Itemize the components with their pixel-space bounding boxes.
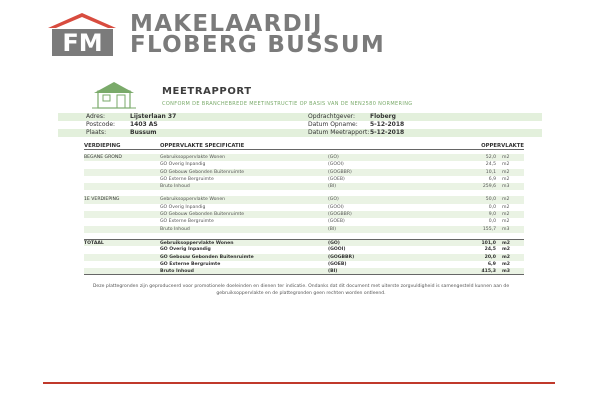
info-row bbox=[58, 129, 542, 137]
header-oppervlakte: OPPERVLAKTE bbox=[481, 143, 524, 149]
table-row bbox=[84, 196, 524, 203]
unit-cell: m2 bbox=[502, 155, 510, 160]
disclaimer-text: Deze plattegronden zijn geproduceerd voor promotionele doeleinden en dienen ter indicatie. Ondanks dat dit document met uiterste zorgvuldigheid is samengesteld kunnen aan de gebruiksoppervlakte en de plattegronden geen rechten worden ontleend. bbox=[92, 284, 510, 296]
brand-line-1: MAKELAARDIJ bbox=[130, 11, 323, 37]
postcode-value: 1403 AS bbox=[130, 121, 158, 128]
value-cell: 9,0 bbox=[488, 212, 496, 218]
spec-cell: Bruto Inhoud bbox=[160, 184, 190, 190]
total-row bbox=[84, 239, 524, 246]
address-label: Adres: bbox=[86, 113, 105, 120]
info-row bbox=[58, 113, 542, 121]
report-date-label: Datum Meetrapport: bbox=[308, 129, 370, 136]
footer-divider bbox=[43, 382, 555, 384]
brand-line-2: FLOBERG BUSSUM bbox=[130, 32, 386, 58]
table-row bbox=[84, 226, 524, 233]
header-specificatie: OPPERVLAKTE SPECIFICATIE bbox=[160, 143, 245, 149]
code-cell: (GOOI) bbox=[328, 162, 344, 168]
floor-label: BEGANE GROND bbox=[84, 155, 122, 160]
total-row bbox=[84, 268, 524, 275]
value-cell: 6,9 bbox=[488, 176, 496, 182]
code-cell: (GOOI) bbox=[328, 247, 346, 253]
total-label: TOTAAL bbox=[84, 240, 104, 246]
unit-cell: m2 bbox=[502, 240, 510, 246]
unit-cell: m2 bbox=[502, 261, 510, 267]
value-cell: 10,1 bbox=[485, 169, 496, 175]
survey-date-label: Datum Opname: bbox=[308, 121, 358, 128]
code-cell: (GOEB) bbox=[328, 176, 345, 182]
table-row bbox=[84, 204, 524, 211]
spec-cell: GO Externe Bergruimte bbox=[160, 261, 221, 267]
code-cell: (GOEB) bbox=[328, 219, 345, 225]
measurement-table bbox=[84, 142, 524, 275]
brand-name bbox=[130, 11, 530, 58]
table-row bbox=[84, 169, 524, 176]
code-cell: (GO) bbox=[328, 240, 340, 246]
table-row bbox=[84, 211, 524, 218]
unit-cell: m2 bbox=[502, 162, 510, 168]
spec-cell: GO Gebouw Gebonden Buitenruimte bbox=[160, 254, 254, 260]
table-row bbox=[84, 161, 524, 168]
unit-cell: m2 bbox=[502, 247, 510, 253]
unit-cell: m2 bbox=[502, 219, 510, 225]
code-cell: (BI) bbox=[328, 269, 338, 275]
value-cell: 259,6 bbox=[482, 184, 496, 190]
spec-cell: Gebruiksoppervlakte Wonen bbox=[160, 155, 226, 160]
spec-cell: GO Overig Inpandig bbox=[160, 204, 206, 210]
code-cell: (GO) bbox=[328, 197, 339, 203]
table-row bbox=[84, 183, 524, 190]
value-cell: 24,5 bbox=[484, 247, 496, 253]
spec-cell: GO Gebouw Gebonden Buitenruimte bbox=[160, 169, 245, 175]
spec-cell: GO Gebouw Gebonden Buitenruimte bbox=[160, 212, 245, 218]
code-cell: (BI) bbox=[328, 226, 337, 232]
total-row bbox=[84, 246, 524, 253]
info-row bbox=[58, 121, 542, 129]
report-subtitle: CONFORM DE BRANCHEBREDE MEETINSTRUCTIE OP BASIS VAN DE NEN2580 NORMERING bbox=[162, 101, 413, 107]
table-row bbox=[84, 176, 524, 183]
unit-cell: m2 bbox=[502, 197, 510, 203]
unit-cell: m2 bbox=[502, 176, 510, 182]
value-cell: 52,0 bbox=[485, 155, 496, 160]
unit-cell: m2 bbox=[502, 254, 510, 260]
table-row bbox=[84, 154, 524, 161]
unit-cell: m3 bbox=[502, 269, 510, 275]
total-row bbox=[84, 254, 524, 261]
value-cell: 0,0 bbox=[488, 204, 496, 210]
unit-cell: m2 bbox=[502, 169, 510, 175]
floor-label: 1E VERDIEPING bbox=[84, 197, 120, 203]
report-date-value: 5-12-2018 bbox=[370, 129, 405, 136]
unit-cell: m3 bbox=[502, 226, 510, 232]
house-icon bbox=[90, 81, 138, 109]
code-cell: (GOGBBR) bbox=[328, 212, 352, 218]
spec-cell: GO Overig Inpandig bbox=[160, 162, 206, 168]
table-header bbox=[84, 142, 524, 150]
spec-cell: GO Overig Inpandig bbox=[160, 247, 211, 253]
header-verdieping: VERDIEPING bbox=[84, 143, 121, 149]
code-cell: (GOGBBR) bbox=[328, 169, 352, 175]
code-cell: (GOEB) bbox=[328, 261, 347, 267]
value-cell: 20,0 bbox=[484, 254, 496, 260]
client-value: Floberg bbox=[370, 113, 396, 120]
postcode-label: Postcode: bbox=[86, 121, 116, 128]
unit-cell: m2 bbox=[502, 204, 510, 210]
address-value: Lijsterlaan 37 bbox=[130, 113, 177, 120]
spec-cell: Bruto Inhoud bbox=[160, 226, 190, 232]
code-cell: (GOOI) bbox=[328, 204, 344, 210]
table-row bbox=[84, 218, 524, 225]
value-cell: 6,9 bbox=[487, 261, 496, 267]
code-cell: (BI) bbox=[328, 184, 337, 190]
spec-cell: GO Externe Bergruimte bbox=[160, 219, 214, 225]
value-cell: 50,0 bbox=[485, 197, 496, 203]
report-title: MEETRAPPORT bbox=[162, 86, 252, 97]
client-label: Opdrachtgever: bbox=[308, 113, 356, 120]
unit-cell: m3 bbox=[502, 184, 510, 190]
value-cell: 24,5 bbox=[485, 162, 496, 168]
survey-date-value: 5-12-2018 bbox=[370, 121, 405, 128]
spec-cell: Bruto Inhoud bbox=[160, 269, 194, 275]
value-cell: 155,7 bbox=[482, 226, 496, 232]
code-cell: (GO) bbox=[328, 155, 339, 160]
total-row bbox=[84, 261, 524, 268]
city-value: Bussum bbox=[130, 129, 157, 136]
spec-cell: GO Externe Bergruimte bbox=[160, 176, 214, 182]
value-cell: 0,0 bbox=[488, 219, 496, 225]
fm-logo bbox=[46, 12, 118, 58]
spec-cell: Gebruiksoppervlakte Wonen bbox=[160, 197, 226, 203]
property-info bbox=[58, 113, 542, 137]
city-label: Plaats: bbox=[86, 129, 107, 136]
unit-cell: m2 bbox=[502, 212, 510, 218]
value-cell: 101,0 bbox=[481, 240, 496, 246]
logo-text: FM bbox=[62, 29, 103, 57]
value-cell: 415,3 bbox=[481, 269, 496, 275]
spec-cell: Gebruiksoppervlakte Wonen bbox=[160, 240, 234, 246]
code-cell: (GOGBBR) bbox=[328, 254, 355, 260]
